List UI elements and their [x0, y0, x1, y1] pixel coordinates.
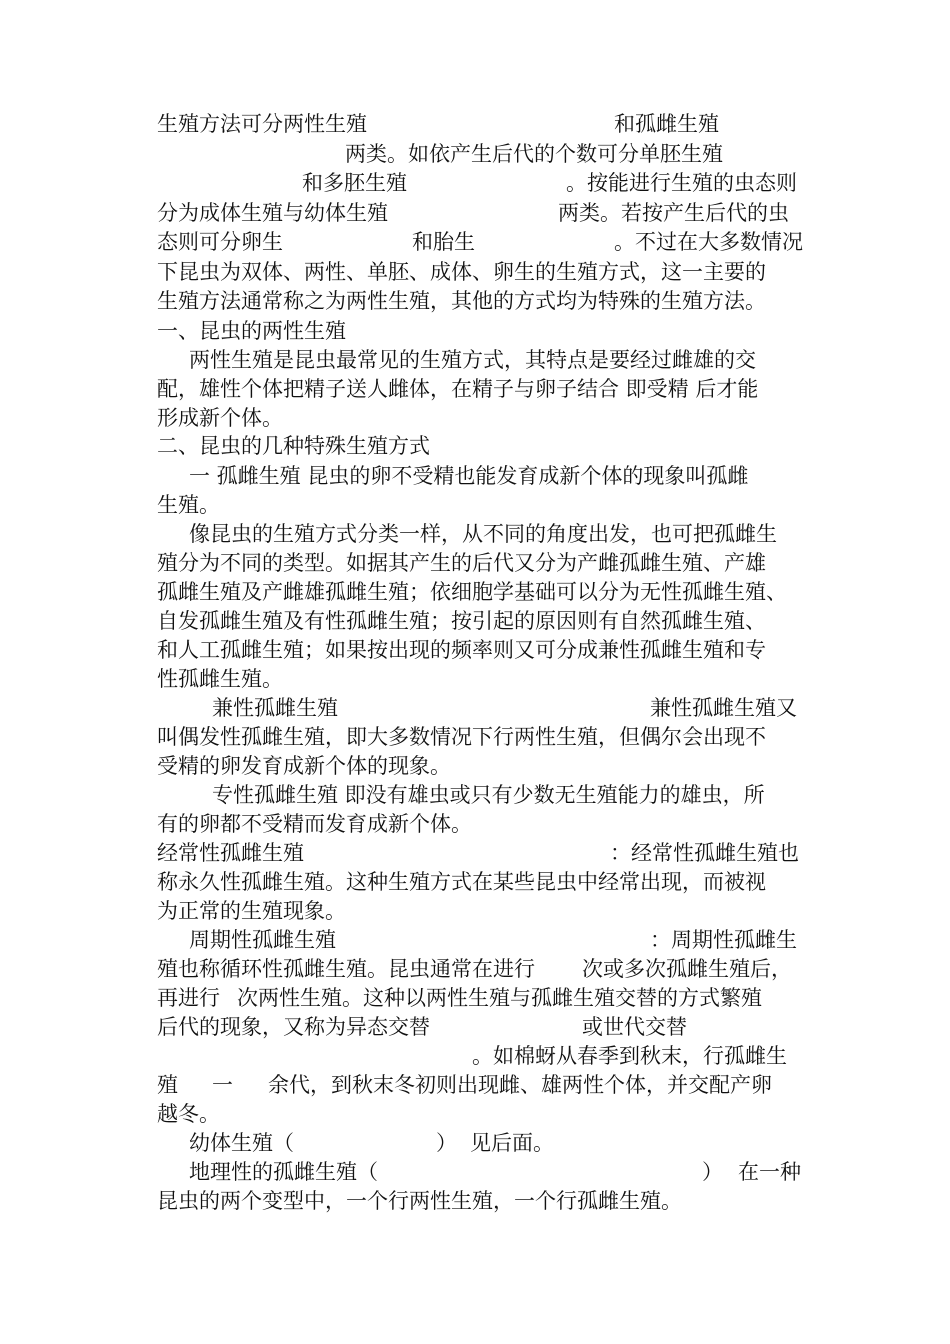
- text-line: 殖也称循环性孤雌生殖。昆虫通常在进行: [157, 957, 535, 981]
- text-line: 两类。若按产生后代的虫: [558, 201, 789, 225]
- text-line: 殖: [157, 1073, 178, 1097]
- text-line: 。如棉蚜从春季到秋末，行孤雌生: [472, 1044, 787, 1068]
- text-line: 。不过在大多数情况: [614, 230, 803, 254]
- text-line: 和胎生: [412, 230, 475, 254]
- text-line: 经常性孤雌生殖: [157, 841, 304, 865]
- text-line: 配，雄性个体把精子送人雌体，在精子与卵子结合 即受精 后才能: [157, 377, 759, 401]
- text-line: 昆虫的两个变型中，一个行两性生殖，一个行孤雌生殖。: [157, 1189, 682, 1213]
- section-heading: 二、昆虫的几种特殊生殖方式: [157, 434, 430, 458]
- text-line: 一 孤雌生殖 昆虫的卵不受精也能发育成新个体的现象叫孤雌: [189, 464, 749, 488]
- text-line: ：周期性孤雌生: [650, 928, 797, 952]
- text-line: 余代，到秋末冬初则出现雌、雄两性个体，并交配产卵: [268, 1073, 772, 1097]
- text-line: 和人工孤雌生殖；如果按出现的频率则又可分成兼性孤雌生殖和专: [157, 638, 766, 662]
- text-line: 后代的现象，又称为异态交替: [157, 1015, 430, 1039]
- text-line: 越冬。: [157, 1102, 220, 1126]
- text-line: 态则可分卵生: [157, 230, 283, 254]
- text-line: 或世代交替: [582, 1015, 687, 1039]
- text-line: 分为成体生殖与幼体生殖: [157, 201, 388, 225]
- text-line: 有的卵都不受精而发育成新个体。: [157, 812, 472, 836]
- text-line: ：经常性孤雌生殖也: [610, 841, 799, 865]
- text-line: ）: [436, 1131, 457, 1155]
- text-line: 生殖。: [157, 493, 220, 517]
- text-line: 再进行: [157, 986, 220, 1010]
- text-line: 专性孤雌生殖 即没有雄虫或只有少数无生殖能力的雄虫，所: [212, 783, 765, 807]
- text-line: 下昆虫为双体、两性、单胚、成体、卵生的生殖方式，这一主要的: [157, 260, 766, 284]
- text-line: 叫偶发性孤雌生殖，即大多数情况下行两性生殖，但偶尔会出现不: [157, 725, 766, 749]
- text-line: 在一种: [738, 1160, 801, 1184]
- text-line: 两性生殖是昆虫最常见的生殖方式，其特点是要经过雌雄的交: [189, 348, 756, 372]
- text-line: ）: [702, 1160, 723, 1184]
- text-line: 生殖方法可分两性生殖: [157, 112, 367, 136]
- text-line: 孤雌生殖及产雌雄孤雌生殖；依细胞学基础可以分为无性孤雌生殖、: [157, 580, 787, 604]
- text-line: 为正常的生殖现象。: [157, 899, 346, 923]
- text-line: 。按能进行生殖的虫态则: [566, 171, 797, 195]
- text-line: 像昆虫的生殖方式分类一样，从不同的角度出发，也可把孤雌生: [189, 522, 777, 546]
- text-line: 兼性孤雌生殖: [212, 696, 338, 720]
- text-line: 次或多次孤雌生殖后，: [582, 957, 792, 981]
- text-line: 周期性孤雌生殖: [189, 928, 336, 952]
- text-line: 受精的卵发育成新个体的现象。: [157, 754, 451, 778]
- section-heading: 一、昆虫的两性生殖: [157, 319, 346, 343]
- text-line: 见后面。: [470, 1131, 554, 1155]
- text-line: 形成新个体。: [157, 406, 283, 430]
- text-line: 和多胚生殖: [302, 171, 407, 195]
- text-line: 幼体生殖（: [189, 1131, 294, 1155]
- text-line: 地理性的孤雌生殖（: [189, 1160, 378, 1184]
- text-line: 兼性孤雌生殖又: [650, 696, 797, 720]
- text-line: 自发孤雌生殖及有性孤雌生殖；按引起的原因则有自然孤雌生殖、: [157, 609, 766, 633]
- text-line: 生殖方法通常称之为两性生殖，其他的方式均为特殊的生殖方法。: [157, 289, 766, 313]
- text-line: 和孤雌生殖: [614, 112, 719, 136]
- text-line: 殖分为不同的类型。如据其产生的后代又分为产雌孤雌生殖、产雄: [157, 551, 766, 575]
- text-line: 一: [212, 1073, 233, 1097]
- text-line: 两类。如依产生后代的个数可分单胚生殖: [345, 142, 723, 166]
- text-line: 称永久性孤雌生殖。这种生殖方式在某些昆虫中经常出现，而被视: [157, 870, 766, 894]
- text-line: 性孤雌生殖。: [157, 667, 283, 691]
- text-line: 次两性生殖。这种以两性生殖与孤雌生殖交替的方式繁殖: [237, 986, 762, 1010]
